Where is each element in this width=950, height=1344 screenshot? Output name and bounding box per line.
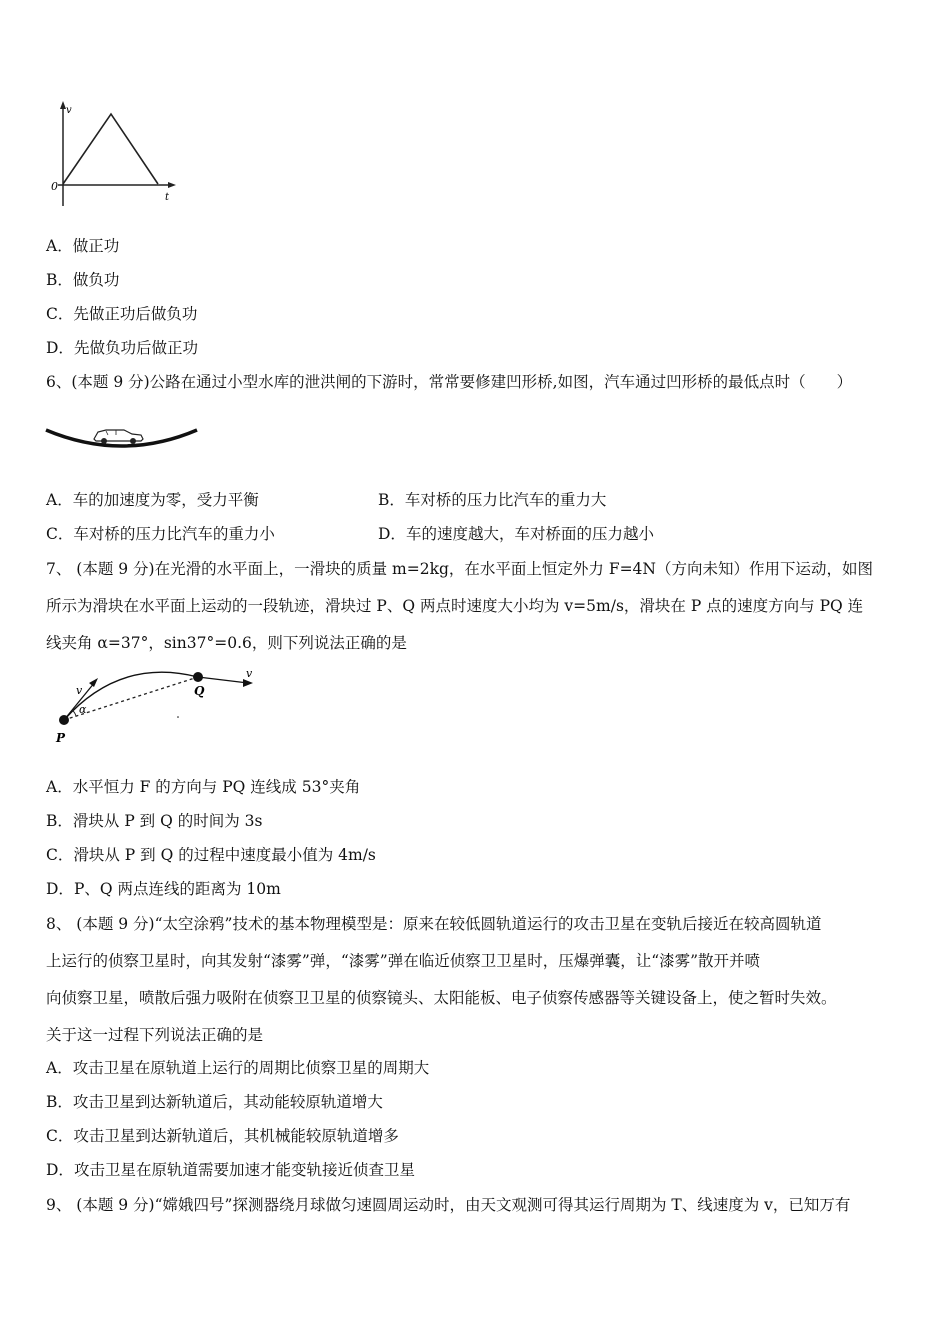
q8-stem-line-1: 8、 (本题 9 分)“太空涂鸦”技术的基本物理模型是：原来在较低圆轨道运行的攻击卫星在变轨后接近在较高圆轨道 [46,915,822,933]
q7-option-d: D．P、Q 两点连线的距离为 10m [46,880,281,898]
q5-option-a: A．做正功 [46,237,120,255]
vt-axis-v-label: v [66,105,72,116]
q7-stem-line-3: 线夹角 α=37°，sin37°=0.6，则下列说法正确的是 [46,634,407,652]
q6-option-c: C．车对桥的压力比汽车的重力小 [46,525,275,543]
trajectory-v-label-q: v [246,667,253,680]
trajectory-p-label: P [56,731,66,745]
vt-origin-label: 0 [51,180,58,193]
q8-stem-line-3: 向侦察卫星，喷散后强力吸附在侦察卫卫星的侦察镜头、太阳能板、电子侦察传感器等关键设备上，使之暂时失效。 [46,989,837,1007]
q5-option-b: B．做负功 [46,271,120,289]
q7-stem-line-2: 所示为滑块在水平面上运动的一段轨迹，滑块过 P、Q 两点时速度大小均为 v=5m/s，滑块在 P 点的速度方向与 PQ 连 [46,597,864,615]
trajectory-alpha-label: α [79,703,87,716]
q8-option-a: A．攻击卫星在原轨道上运行的周期比侦察卫星的周期大 [46,1059,430,1077]
vt-graph-figure [48,98,180,212]
q6-option-b: B．车对桥的压力比汽车的重力大 [378,491,607,509]
concave-bridge-figure [44,420,200,456]
q8-option-b: B．攻击卫星到达新轨道后，其动能较原轨道增大 [46,1093,383,1111]
q8-option-d: D．攻击卫星在原轨道需要加速才能变轨接近侦查卫星 [46,1161,415,1179]
q6-option-d: D．车的速度越大，车对桥面的压力越小 [378,525,654,543]
q9-stem: 9、 (本题 9 分)“嫦娥四号”探测器绕月球做匀速圆周运动时，由天文观测可得其运行周期为 T、线速度为 v，已知万有 [46,1196,851,1214]
q6-option-a: A．车的加速度为零，受力平衡 [46,491,259,509]
trajectory-q-label: Q [194,684,205,698]
q5-option-d: D．先做负功后做正功 [46,339,198,357]
q7-stem-line-1: 7、 (本题 9 分)在光滑的水平面上，一滑块的质量 m=2kg，在水平面上恒定外力 F=4N（方向未知）作用下运动，如图 [46,560,873,578]
q6-stem: 6、(本题 9 分)公路在通过小型水库的泄洪闸的下游时，常常要修建凹形桥,如图，汽车通过凹形桥的最低点时（ ） [46,373,853,391]
q8-stem-line-2: 上运行的侦察卫星时，向其发射“漆雾”弹，“漆雾”弹在临近侦察卫卫星时，压爆弹囊，让“漆雾”散开并喷 [46,952,761,970]
q8-option-c: C．攻击卫星到达新轨道后，其机械能较原轨道增多 [46,1127,399,1145]
q8-stem-line-4: 关于这一过程下列说法正确的是 [46,1026,264,1044]
q7-option-b: B．滑块从 P 到 Q 的时间为 3s [46,812,263,830]
vt-axis-t-label: t [165,192,170,203]
q7-option-a: A．水平恒力 F 的方向与 PQ 连线成 53°夹角 [46,778,361,796]
trajectory-v-label-p: v [76,684,83,697]
q7-option-c: C．滑块从 P 到 Q 的过程中速度最小值为 4m/s [46,846,376,864]
trajectory-figure [50,665,262,745]
q5-option-c: C．先做正功后做负功 [46,305,198,323]
